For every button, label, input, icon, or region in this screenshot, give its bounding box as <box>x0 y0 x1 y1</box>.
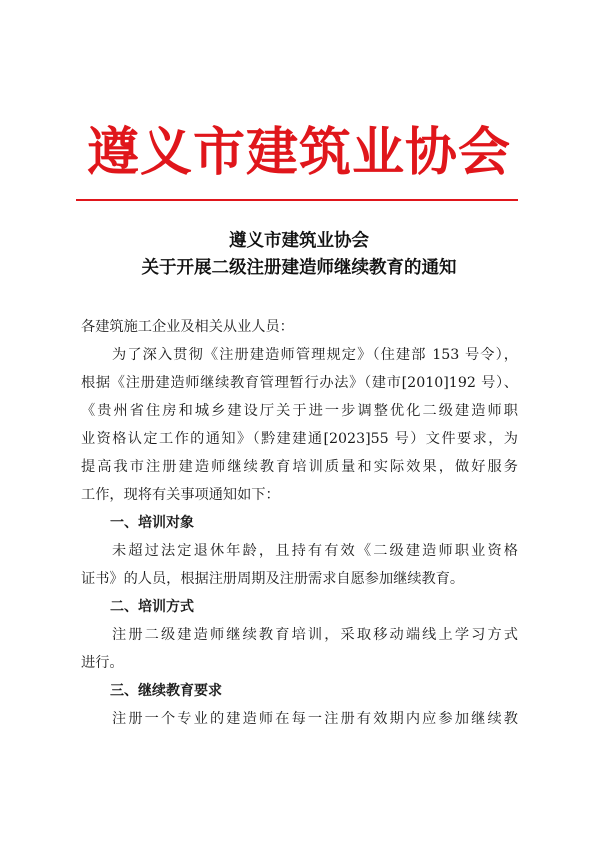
intro-line: 《贵州省住房和城乡建设厅关于进一步调整优化二级建造师职 <box>81 403 518 419</box>
section-text-line: 注册一个专业的建造师在每一注册有效期内应参加继续教 <box>112 711 518 727</box>
section-text-line: 进行。 <box>81 655 124 671</box>
intro-line: 业资格认定工作的通知》（黔建建通[2023]55 号）文件要求，为 <box>81 431 518 447</box>
salutation: 各建筑施工企业及相关从业人员： <box>81 319 294 335</box>
section-heading: 一、培训对象 <box>110 515 194 531</box>
intro-line: 工作，现将有关事项通知如下： <box>81 487 280 503</box>
notice-title-line-2: 关于开展二级注册建造师继续教育的通知 <box>141 258 457 278</box>
section-heading: 二、培训方式 <box>110 599 194 615</box>
intro-line: 根据《注册建造师继续教育管理暂行办法》（建市[2010]192 号）、 <box>81 375 518 391</box>
intro-line: 提高我市注册建造师继续教育培训质量和实际效果，做好服务 <box>81 459 518 475</box>
section-text-line: 证书》的人员，根据注册周期及注册需求自愿参加继续教育。 <box>81 571 465 587</box>
notice-title-line-1: 遵义市建筑业协会 <box>229 231 369 251</box>
intro-line: 为了深入贯彻《注册建造师管理规定》（住建部 153 号令）， <box>112 347 518 363</box>
masthead-divider <box>76 199 518 201</box>
section-heading: 三、继续教育要求 <box>110 683 222 699</box>
section-text-line: 注册二级建造师继续教育培训，采取移动端线上学习方式 <box>112 627 518 643</box>
section-text-line: 未超过法定退休年龄，且持有有效《二级建造师职业资格 <box>112 543 518 559</box>
masthead-title: 遵义市建筑业协会 <box>86 122 511 183</box>
